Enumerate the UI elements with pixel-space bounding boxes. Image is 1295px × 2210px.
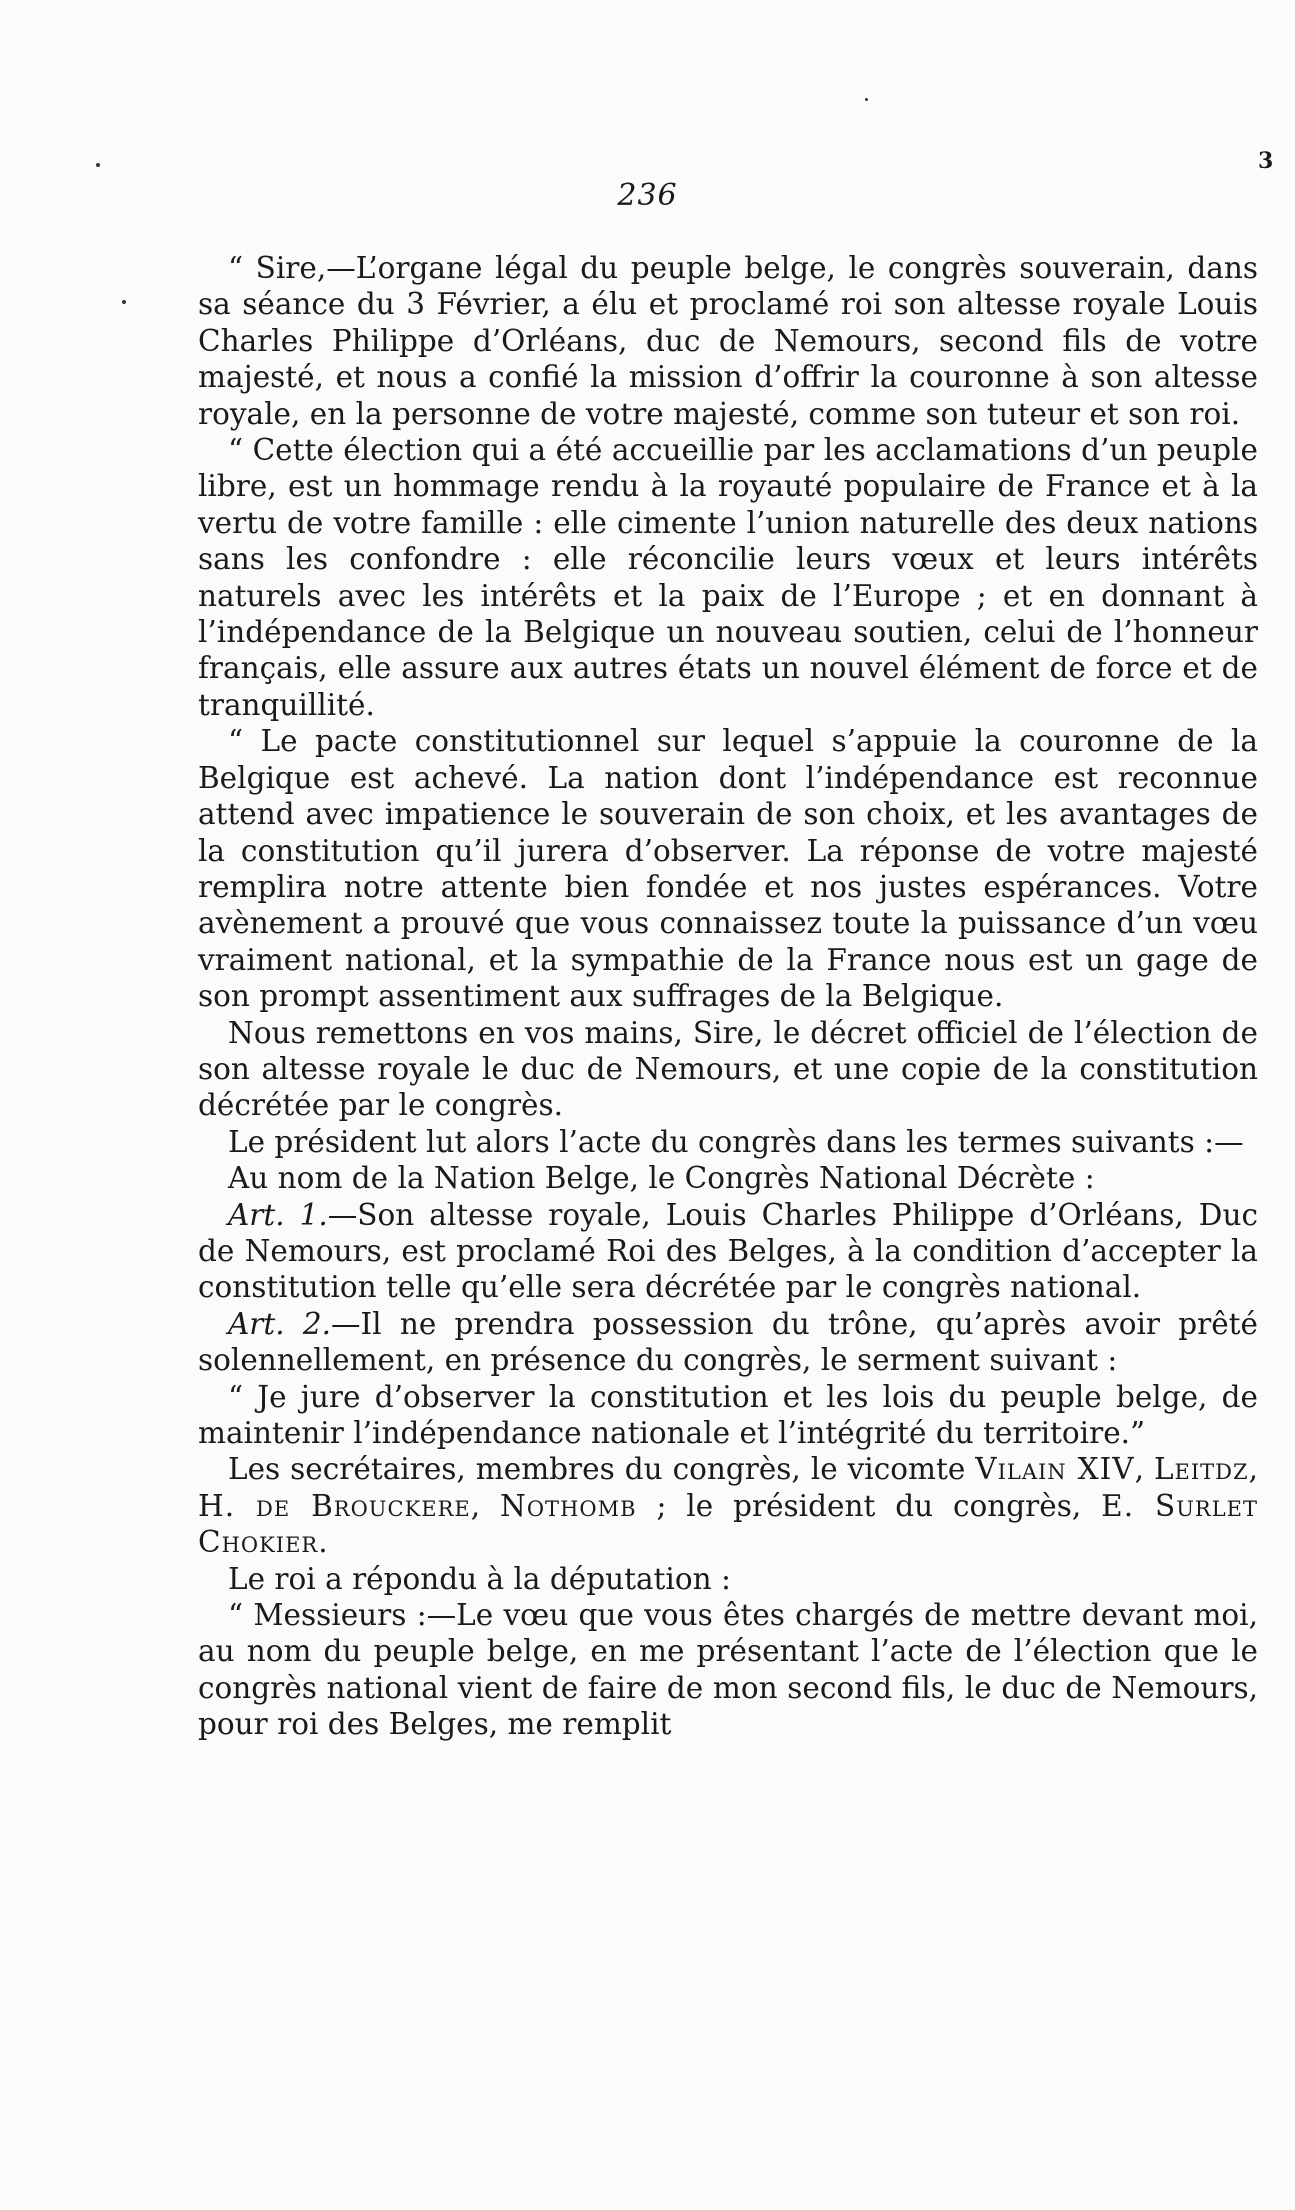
address-paragraph-3: “ Le pacte constitutionnel sur lequel s’appuie la couronne de la Belgique est achevé. La nation dont l’indépendance est reconnue attend avec impatience le souverain de son choix, et les avantages de la constitution qu’il jurera d’observer. La réponse de votre majesté remplira notre attente bien fondée et nos justes espérances. Votre avènement a prouvé que vous connaissez toute la puissance d’un vœu vraiment national, et la sympathie de la France nous est un gage de son prompt assentiment aux suffrages de la Belgique. (198, 724, 1258, 1014)
signatory-president: E. Surlet Chokier (198, 1488, 1258, 1560)
corner-mark: 3 (1258, 148, 1274, 174)
reply-intro: Le roi a répondu à la députation : (228, 1561, 731, 1596)
article-2 (198, 1306, 1258, 1379)
article-1 (198, 1197, 1258, 1306)
article-2-text: —Il ne prendra possession du trône, qu’après avoir prêté solennellement, en présence du congrès, le serment suivant : (198, 1306, 1258, 1378)
address-paragraph-2: “ Cette élection qui a été accueillie par les acclamations d’un peuple libre, est un hommage rendu à la royauté populaire de France et à la vertu de votre famille : elle cimente l’union naturelle des deux nations sans les confondre : elle réconcilie leurs vœux et leurs intérêts naturels avec les intérêts et la paix de l’Europe ; et en donnant à l’indépendance de la Belgique un nouveau soutien, celui de l’honneur français, elle assure aux autres états un nouvel élément de force et de tranquillité. (198, 433, 1258, 722)
signatures-end: . (318, 1525, 328, 1560)
page-number: 236 (617, 178, 678, 213)
ink-speck (865, 98, 868, 101)
signatory-nothomb: Nothomb (500, 1488, 637, 1523)
ink-speck (96, 163, 100, 167)
president-intro: ; le président du congrès, (636, 1488, 1102, 1523)
signatory-vilain: Vilain XIV (975, 1452, 1135, 1487)
article-2-label: Art. 2. (228, 1306, 332, 1341)
article-1-text: —Son altesse royale, Louis Charles Philippe d’Orléans, Duc de Nemours, est proclamé Roi des Belges, à la condition d’accepter la constitution telle qu’elle sera décrétée par le congrès national. (198, 1197, 1258, 1305)
article-1-label: Art. 1. (228, 1197, 328, 1232)
president-reading-paragraph: Le président lut alors l’acte du congrès dans les termes suivants :— (228, 1124, 1244, 1159)
oath-paragraph: “ Je jure d’observer la constitution et les lois du peuple belge, de maintenir l’indépendance nationale et l’intégrité du territoire.” (198, 1379, 1258, 1450)
ink-speck (122, 300, 126, 304)
reply-paragraph: “ Messieurs :—Le vœu que vous êtes chargés de mettre devant moi, au nom du peuple belge, en me présentant l’acte de l’élection que le congrès national vient de faire de mon second fils, le duc de Nemours, pour roi des Belges, me remplit (198, 1598, 1258, 1742)
signatory-leitdz: Leitdz (1153, 1452, 1249, 1487)
signatures-intro: Les secrétaires, membres du congrès, le vicomte (228, 1452, 976, 1487)
signatures-paragraph: Les secrétaires, membres du congrès, le vicomte Vilain XIV, Leitdz, H. de Brouckere, Nothomb ; le président du congrès, E. Surlet Chokier. (198, 1452, 1258, 1560)
signatory-brouckere: H. de Brouckere (198, 1488, 471, 1523)
decree-preamble: Au nom de la Nation Belge, le Congrès National Décrète : (228, 1161, 1095, 1196)
address-paragraph-1: “ Sire,—L’organe légal du peuple belge, le congrès souverain, dans sa séance du 3 Février, a élu et proclamé roi son altesse royale Louis Charles Philippe d’Orléans, duc de Nemours, second fils de votre majesté, et nous a confié la mission d’offrir la couronne à son altesse royale, en la personne de votre majesté, comme son tuteur et son roi. (198, 251, 1258, 431)
body-text (198, 250, 1258, 1743)
decree-delivery-paragraph: Nous remettons en vos mains, Sire, le décret officiel de l’élection de son altesse royale le duc de Nemours, et une copie de la constitution décrétée par le congrès. (198, 1015, 1258, 1123)
